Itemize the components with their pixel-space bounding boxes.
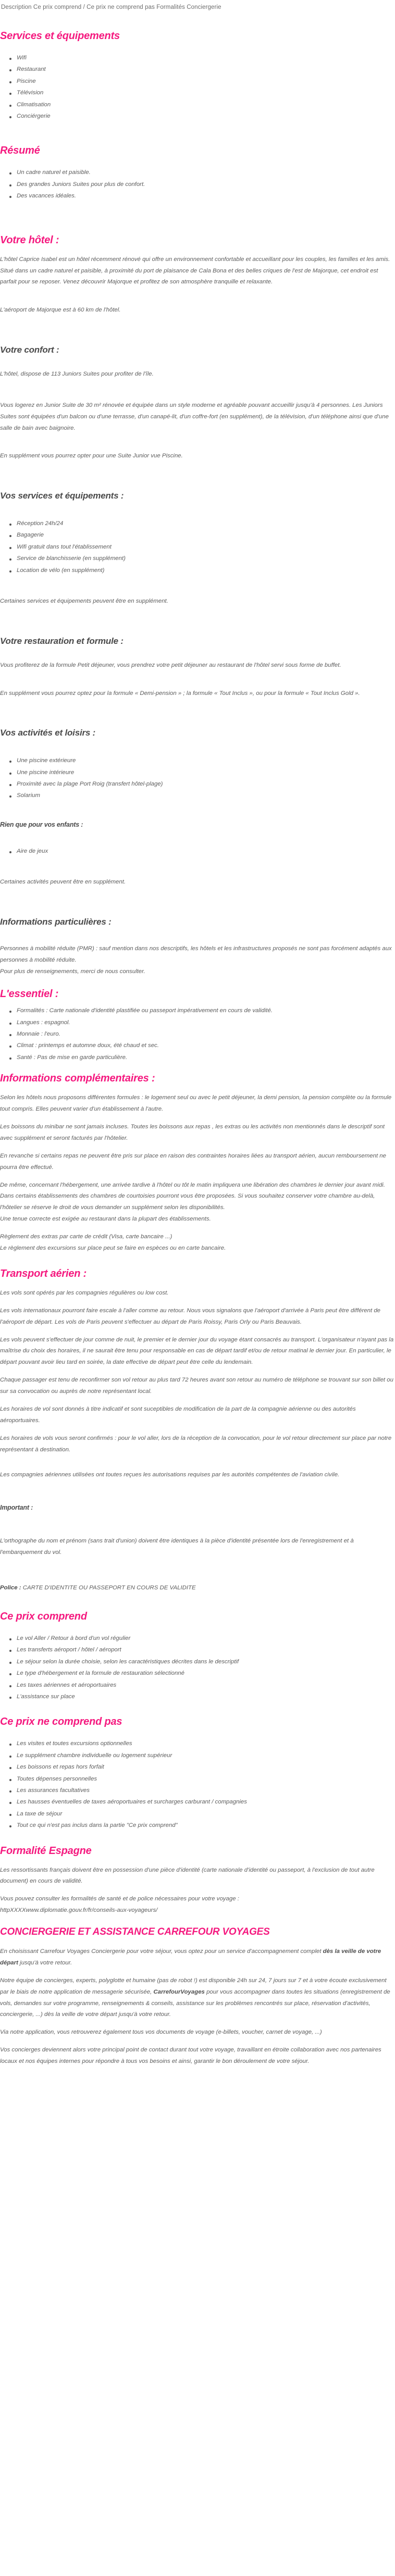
list-item: Langues : espagnol. [17,1020,395,1031]
list-item: L'assistance sur place [17,1694,395,1706]
heading-formalite-espagne: Formalité Espagne [0,1845,92,1857]
heading-conciergerie-assistance: CONCIERGERIE ET ASSISTANCE CARREFOUR VOYAGES [0,1926,270,1938]
heading-services-equipements: Services et équipements [0,30,120,42]
list-item: Les hausses éventuelles de taxes aéroportuaires et surcharges carburant / compagnies [17,1799,395,1811]
paragraph-restauration-2: En supplément vous pourrez optez pour la formule « Demi-pension » ; la formule « Tout Inclus », ou pour la formule « Tout Inclus Gold ». [0,690,360,696]
list-item: Une piscine extérieure [17,758,395,769]
paragraph-horaires-confirmes: Les horaires de vols vous seront confirmés : pour le vol aller, lors de la réception de la convocation, pour le vol retour directement sur place par notre représentant à destination. [0,1435,392,1453]
paragraph-repas-remboursement: En revanche si certains repas ne peuvent être pris sur place en raison des contraintes horaires liées au transport aérien, aucun remboursement ne pourra être effectué. [0,1152,386,1171]
conciergerie-p1-emphasis: dès la veille de votre départ [0,1948,381,1966]
paragraph-airport-distance: L'aéroport de Majorque est à 60 km de l'hôtel. [0,307,121,314]
list-item: Une piscine intérieure [17,770,395,781]
list-item: Conciérgerie [17,114,395,125]
heading-informations-particulieres: Informations particulières : [0,916,112,927]
heading-resume: Résumé [0,145,40,157]
paragraph-minibar: Les boissons du minibar ne sont jamais incluses. Toutes les boissons aux repas , les extras ou les activités non mentionnés dans le descriptif sont avec supplément et seront facturés par l'hôtelier. [0,1123,385,1141]
paragraph-consulter-formalites: Vous pouvez consulter les formalités de santé et de police nécessaires pour votre voyage : [0,1896,239,1902]
heading-vos-services-equipements: Vos services et équipements : [0,491,124,501]
paragraph-reglement-excursions: Le règlement des excursions sur place peut se faire en espèces ou en carte bancaire. [0,1245,226,1251]
heading-activites-loisirs: Vos activités et loisirs : [0,728,96,738]
list-item: Piscine [17,79,395,90]
list-ce-prix-ne-comprend-pas [0,1741,395,1834]
conciergerie-app-name: CarrefourVoyages [153,1988,205,1995]
list-item: Monnaie : l'euro. [17,1031,395,1043]
paragraph-votre-hotel: L'hôtel Caprice Isabel est un hôtel récemment rénové qui offre un environnement confortable et accueillant pour les couples, les familles et les amis. Situé dans un cadre naturel et paisible, à proximité du port de plaisance de Cala Bona et des belles criques de l'est de Majorque, cet endroit est parfait pour se reposer. Venez découvrir Majorque et profitez de son atmosphère tranquille et relaxante. [0,256,390,285]
paragraph-hebergement-liberation: De même, concernant l'hébergement, une arrivée tardive à l'hôtel ou tôt le matin impliquera une libération des chambres le dernier jour avant midi. Dans certains établissements des chambres de courtoisies pourront vous être proposées. Si vous souhaitez conserver votre chambre au-delà, l'hôtelier se réserve le droit de vous demander un supplément selon les disponibilités. [0,1181,386,1211]
list-item: Les transferts aéroport / hôtel / aéroport [17,1647,395,1659]
heading-ce-prix-comprend: Ce prix comprend [0,1610,87,1622]
heading-important: Important : [0,1504,33,1512]
list-item: Le supplément chambre individuelle ou logement supérieur [17,1753,395,1764]
paragraph-pmr: Personnes à mobilité réduite (PMR) : sauf mention dans nos descriptifs, les hôtels et les infrastructures proposés ne sont pas forcément adaptés aux personnes à mobilité réduite. [0,945,392,964]
conciergerie-p2-c: pour vous accompagner dans toutes les situations (enregistrement de vols, demandes sur votre programme, renseignements & conseils, assistance sur les problèmes rencontrés sur place, réservation d'activités, conciergerie, ...) dès la veille de votre départ jusqu'à votre retour. [0,1988,390,2018]
list-item: Solarium [17,793,395,804]
paragraph-confort-1: L'hôtel, dispose de 113 Juniors Suites pour profiter de l'île. [0,370,154,377]
paragraph-conciergerie-1 [0,1946,395,1969]
list-item: Le type d'hébergement et la formule de restauration sélectionné [17,1671,395,1682]
conciergerie-p1-c: jusqu'à votre retour. [18,1959,72,1966]
paragraph-conciergerie-3: Via notre application, vous retrouverez également tous vos documents de voyage (e-billets, voucher, carnet de voyage, ...) [0,2029,322,2036]
list-item: Un cadre naturel et paisible. [17,170,395,181]
list-item: Les boissons et repas hors forfait [17,1764,395,1776]
heading-essentiel: L'essentiel : [0,988,59,1000]
list-item: Réception 24h/24 [17,521,395,532]
list-item: Bagagerie [17,532,395,544]
paragraph-formules: Selon les hôtels nous proposons différentes formules : le logement seul ou avec le petit déjeuner, la demi pension, la pension complète ou la formule tout compris. Elles peuvent varier d'un établissement à l'autre. [0,1094,392,1113]
paragraph-reglement-extras: Règlement des extras par carte de crédit (Visa, carte bancaire ...) [0,1234,172,1240]
heading-informations-complementaires: Informations complémentaires : [0,1073,155,1085]
list-item: Des vacances idéales. [17,193,395,205]
list-resume [0,170,395,205]
note-activites: Certaines activités peuvent être en supplément. [0,878,126,885]
heading-restauration-formule: Votre restauration et formule : [0,636,124,646]
list-item: Toutes dépenses personnelles [17,1776,395,1788]
list-item: Le séjour selon la durée choisie, selon les caractéristiques décrites dans le descriptif [17,1659,395,1671]
list-item: La taxe de séjour [17,1811,395,1823]
paragraph-horaires-indicatifs: Les horaires de vol sont donnés à titre indicatif et sont suceptibles de modification de la part de la compagnie aérienne ou des autorités aéroportuaires. [0,1406,356,1424]
list-item: Service de blanchisserie (en supplément) [17,556,395,567]
list-item: Télévision [17,90,395,102]
list-item: Les taxes aériennes et aéroportuaires [17,1683,395,1694]
list-item: Les assurances facultatives [17,1788,395,1799]
paragraph-vols-internationaux: Les vols internationaux pourront faire escale à l'aller comme au retour. Nous vous signalons que l'aéroport d'arrivée à Paris peut être différent de l'aéroport de départ. Les vols de Paris peuvent s'effectuer au départ de Paris Roissy, Paris Orly ou Paris Beauvais. [0,1307,381,1325]
paragraph-vols-jour-nuit: Les vols peuvent s'effectuer de jour comme de nuit, le premier et le dernier jour du voyage étant consacrés au transport. L'organisateur n'ayant pas la maîtrise du choix des horaires, il ne saurait être tenu pour responsable en cas de départ tardif et/ou de retour matinal le dernier jour. En particulier, le départ pouvant avoir lieu tard en soirée, la date effective de départ peut être celle du lendemain. [0,1336,394,1366]
conciergerie-p1-a: En choisissant Carrefour Voyages Conciergerie pour votre séjour, vous optez pour un service d'accompagnement complet [0,1948,323,1955]
breadcrumb[interactable]: Description Ce prix comprend / Ce prix ne comprend pas Formalités Conciergerie [1,4,221,10]
list-item: Proximité avec la plage Port Roig (transfert hôtel-plage) [17,781,395,793]
police-label: Police : [0,1584,21,1591]
list-item: Location de vélo (en supplément) [17,568,395,579]
police-value: CARTE D'IDENTITE OU PASSEPORT EN COURS DE VALIDITE [22,1584,196,1591]
list-item: Santé : Pas de mise en garde particulière. [17,1055,395,1066]
police-line [0,1583,395,1594]
list-item: Wifi gratuit dans tout l'établissement [17,544,395,556]
heading-votre-confort: Votre confort : [0,345,59,355]
paragraph-conciergerie-2 [0,1975,395,2021]
heading-transport-aerien: Transport aérien : [0,1267,87,1279]
paragraph-restauration-1: Vous profiterez de la formule Petit déjeuner, vous prendrez votre petit déjeuner au restaurant de l'hôtel servi sous forme de buffet. [0,662,341,668]
paragraph-compagnies-autorisations: Les compagnies aériennes utilisées ont toutes reçues les autorisations requises par les autorités compétentes de l'aviation civile. [0,1471,340,1478]
heading-rien-que-pour-vos-enfants: Rien que pour vos enfants : [0,820,83,828]
paragraph-pmr-consulter: Pour plus de renseignements, merci de nous consulter. [0,968,145,975]
list-item: Climatisation [17,102,395,114]
list-vos-services [0,521,395,579]
list-item: Les visites et toutes excursions optionnelles [17,1741,395,1752]
link-diplomatie[interactable]: httpXXXXwww.diplomatie.gouv.fr/fr/conseils-aux-voyageurs/ [0,1907,158,1914]
heading-votre-hotel: Votre hôtel : [0,234,59,246]
paragraph-orthographe-nom: L'orthographe du nom et prénom (sans trait d'union) doivent être identiques à la pièce d'identité présentée lors de l'enregistrement et à l'embarquement du vol. [0,1538,354,1556]
paragraph-vols-operes: Les vols sont opérés par les compagnies régulières ou low cost. [0,1289,169,1296]
paragraph-ressortissants-francais: Les ressortissants français doivent être en possession d'une pièce d'identité (carte nationale d'identité ou passeport, à l'exclusion de tout autre document) en cours de validité. [0,1866,375,1885]
list-item: Wifi [17,55,395,67]
paragraph-confort-2: Vous logerez en Junior Suite de 30 m² rénovée et équipée dans un style moderne et agréable pouvant accueillir jusqu'à 4 personnes. Les Juniors Suites sont équipées d'un balcon ou d'une terrasse, d'un canapé-lit, d'un coffre-fort (en supplément), de la télévision, d'un téléphone ainsi que d'une salle de bain avec baignoire. [0,402,389,431]
list-services-equipements [0,55,395,125]
list-item: Aire de jeux [17,849,395,860]
note-vos-services: Certaines services et équipements peuvent être en supplément. [0,598,168,605]
paragraph-confort-3: En supplément vous pourrez opter pour une Suite Junior vue Piscine. [0,453,183,459]
conciergerie-p2-a: Notre équipe de concierges, experts, polyglotte et humaine (pas de robot !) est disponible 24h sur 24, 7 jours sur 7 et à votre écoute exclusivement par le biais de notre application de messagerie sécurisée, [0,1977,387,1995]
paragraph-reconfirmation-vol: Chaque passager est tenu de reconfirmer son vol retour au plus tard 72 heures avant son retour au numéro de téléphone se trouvant sur son billet ou sur sa convocation ou auprès de notre représentant local. [0,1377,393,1395]
list-item: Tout ce qui n'est pas inclus dans la partie "Ce prix comprend" [17,1823,395,1834]
list-essentiel [0,1008,395,1066]
heading-ce-prix-ne-comprend-pas: Ce prix ne comprend pas [0,1716,122,1728]
list-item: Restaurant [17,67,395,78]
list-activites-enfants [0,849,395,860]
list-item: Climat : printemps et automne doux, été chaud et sec. [17,1043,395,1054]
list-item: Des grandes Juniors Suites pour plus de confort. [17,182,395,193]
paragraph-tenue-correcte: Une tenue correcte est exigée au restaurant dans la plupart des établissements. [0,1216,211,1223]
paragraph-conciergerie-4: Vos concierges deviennent alors votre principal point de contact durant tout votre voyage, travaillant en étroite collaboration avec nos partenaires locaux et nos équipes internes pour répondre à tous vos besoins et ainsi, garantir le bon déroulement de votre séjour. [0,2047,381,2065]
list-item: Formalités : Carte nationale d'identité plastifiée ou passeport impérativement en cours de validité. [17,1008,395,1019]
list-item: Le vol Aller / Retour à bord d'un vol régulier [17,1636,395,1647]
list-activites [0,758,395,805]
list-ce-prix-comprend [0,1636,395,1706]
